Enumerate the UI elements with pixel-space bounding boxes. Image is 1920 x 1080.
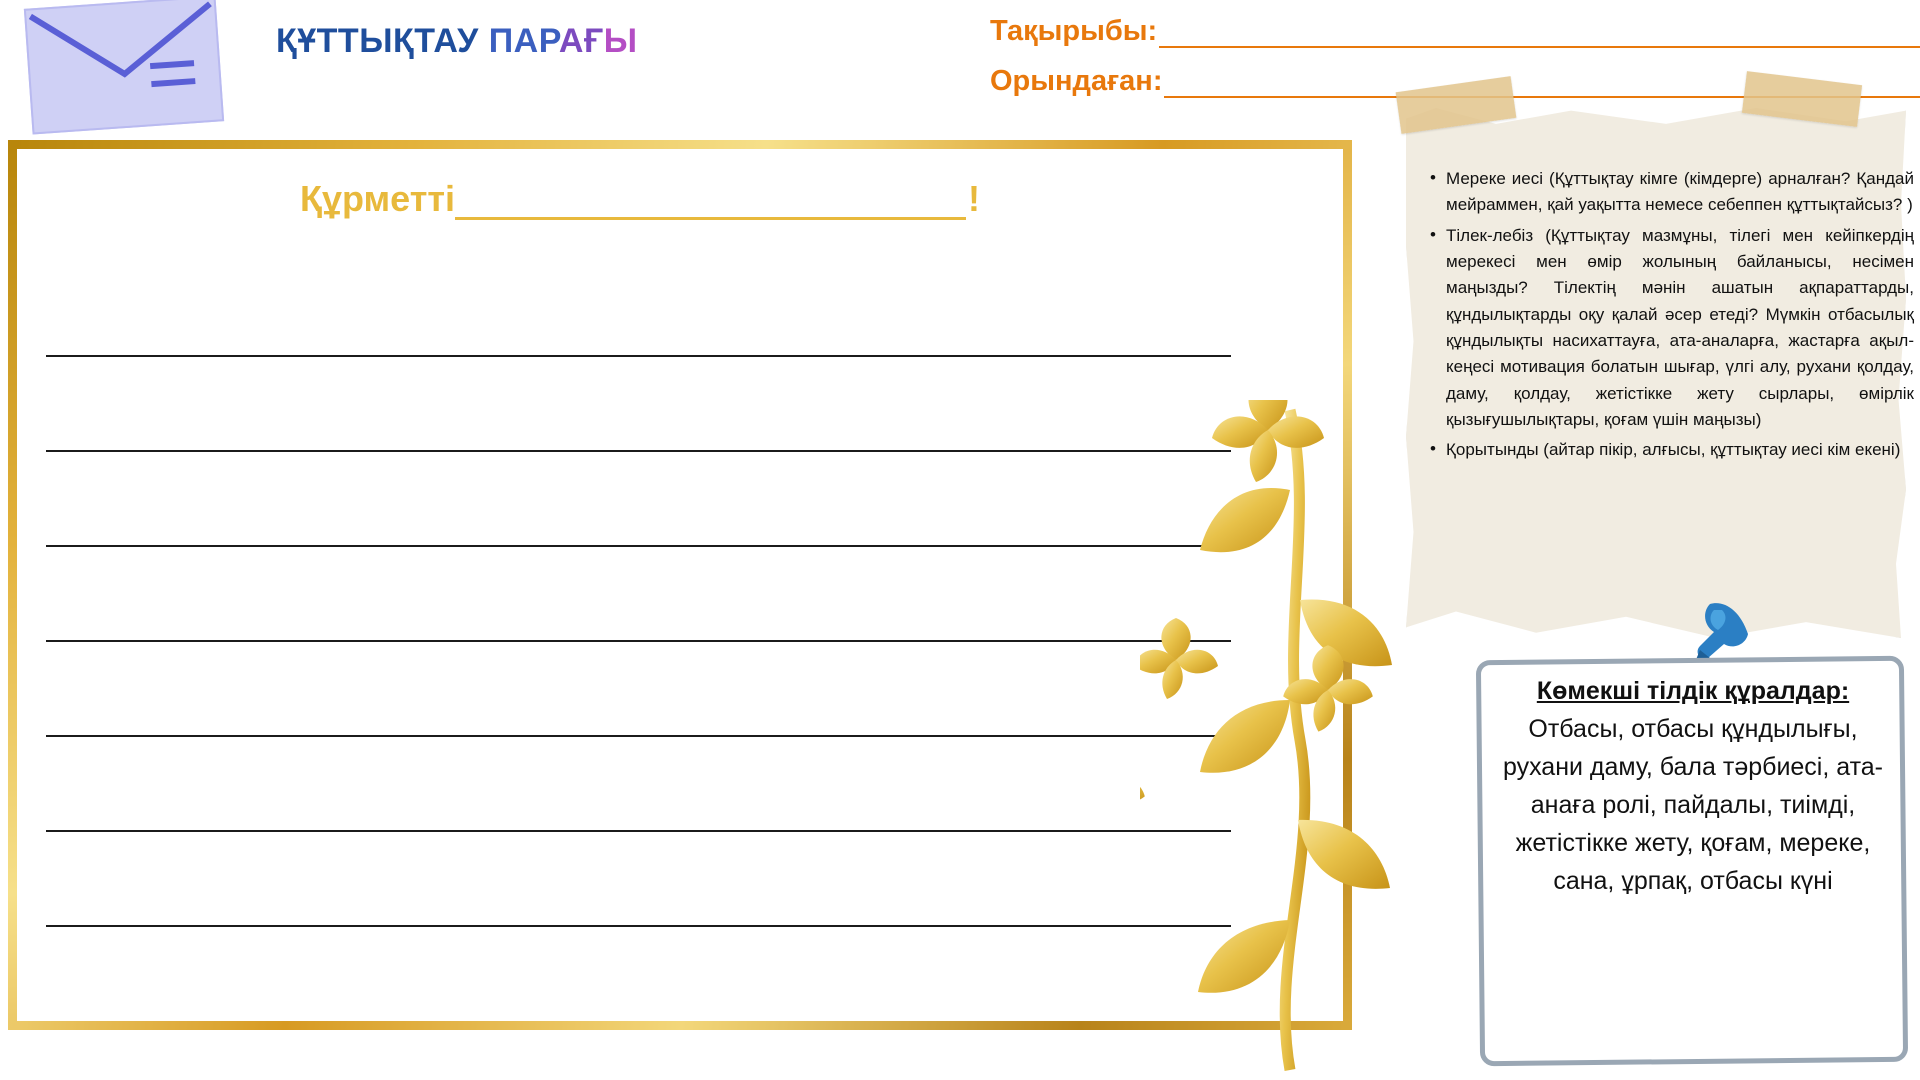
writing-line[interactable] bbox=[46, 832, 1231, 927]
greeting-name-input[interactable] bbox=[455, 191, 966, 220]
note-instruction-list bbox=[1424, 166, 1914, 468]
page-title-seg-1: ҚҰТТЫҚТАУ bbox=[276, 22, 489, 60]
field-topic bbox=[990, 8, 1920, 48]
envelope-flap-icon bbox=[24, 0, 224, 135]
field-topic-input[interactable] bbox=[1159, 16, 1920, 48]
writing-line[interactable] bbox=[46, 262, 1231, 357]
writing-line[interactable] bbox=[46, 452, 1231, 547]
letter-writing-area[interactable] bbox=[46, 262, 1231, 927]
list-item: • Қорытынды (айтар пікір, алғысы, құттықтау иесі кім екені) bbox=[1446, 437, 1914, 463]
helper-vocabulary-body: Отбасы, отбасы құндылығы, рухани даму, бала тәрбиесі, ата-анаға ролі, пайдалы, тиімді, жетістікке жету, қоғам, мереке, сана, ұрпақ, отбасы күні bbox=[1502, 715, 1884, 895]
helper-vocabulary-text bbox=[1500, 672, 1886, 900]
helper-vocabulary-title: Көмекші тілдік құралдар: bbox=[1536, 677, 1850, 705]
page-title-seg-2: ПАР bbox=[488, 22, 559, 60]
writing-line[interactable] bbox=[46, 642, 1231, 737]
writing-line[interactable] bbox=[46, 547, 1231, 642]
greeting-label: Құрметті bbox=[300, 178, 455, 219]
page-title bbox=[276, 22, 638, 61]
field-author-label: Орындаған: bbox=[990, 65, 1163, 97]
greeting-exclamation: ! bbox=[968, 178, 980, 219]
list-item: • Мереке иесі (Құттықтау кімге (кімдерге) арналған? Қандай мейраммен, қай уақытта немесе себеппен құттықтайсыз? ) bbox=[1446, 166, 1914, 219]
page-title-seg-3: АҒ bbox=[558, 22, 604, 60]
writing-line[interactable] bbox=[46, 737, 1231, 832]
field-topic-label: Тақырыбы: bbox=[990, 15, 1158, 47]
page-title-seg-4: Ы bbox=[603, 22, 638, 60]
greeting-row bbox=[300, 178, 980, 220]
list-item: • Тілек-лебіз (Құттықтау мазмұны, тілегі мен кейіпкердің мерекесі мен өмір жолының байланысы, несімен маңызды? Тілектің мәнін ашатын ақпараттарды, құндылықтарды оқу қалай әсер етеді? Мүмкін отбасылық құндылықты насихаттауға, ата-аналарға, жастарға ақыл-кеңесі мотивация болатын шығар, үлгі алу, рухани қолдау, даму, қолдау, жетістікке жету сырлары, өмірлік қызығушылықтары, қоғам үшін маңызы) bbox=[1446, 223, 1914, 434]
envelope-icon bbox=[24, 0, 224, 135]
writing-line[interactable] bbox=[46, 357, 1231, 452]
